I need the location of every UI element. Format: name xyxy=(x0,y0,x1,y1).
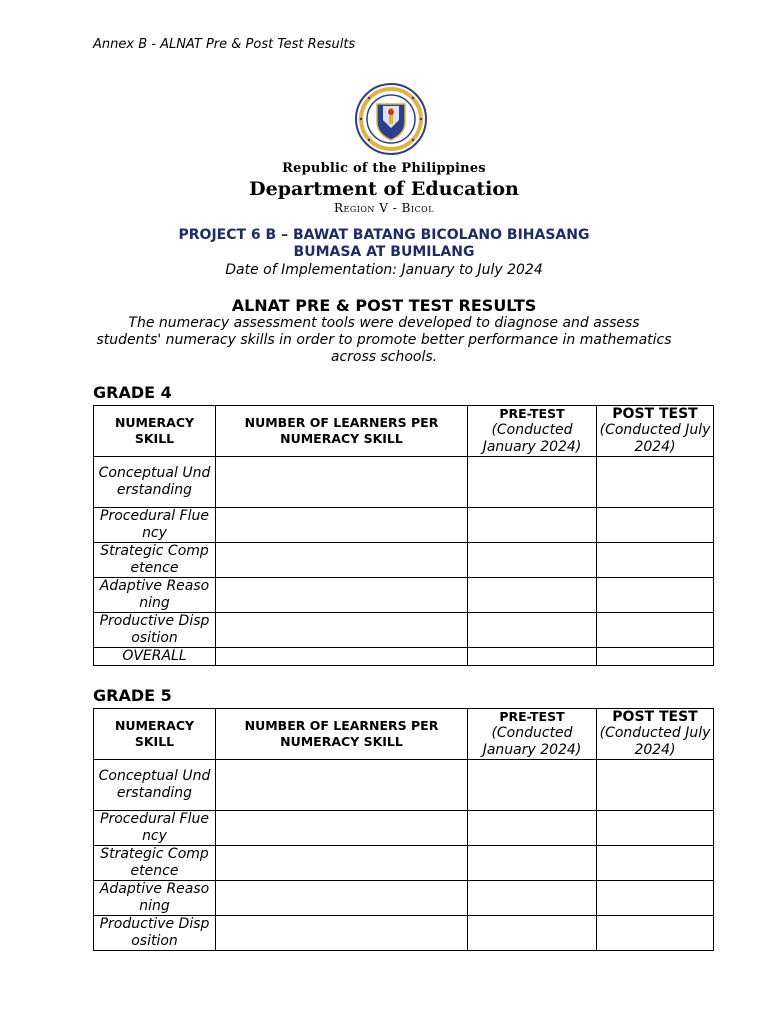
learners-cell[interactable] xyxy=(216,508,468,543)
skill-name-cell: Productive Disposition xyxy=(94,613,216,648)
table-row xyxy=(94,578,714,613)
results-table xyxy=(93,405,714,666)
post-test-cell[interactable] xyxy=(597,811,714,846)
learners-cell[interactable] xyxy=(216,916,468,951)
project-title-line2: BUMASA AT BUMILANG xyxy=(293,244,475,260)
results-table xyxy=(93,708,714,951)
table-row xyxy=(94,457,714,508)
header-post-test: POST TEST (Conducted July 2024) xyxy=(597,709,714,760)
pre-test-cell[interactable] xyxy=(468,916,597,951)
learners-cell[interactable] xyxy=(216,760,468,811)
pre-test-cell[interactable] xyxy=(468,648,597,666)
project-title-line1: PROJECT 6 B – BAWAT BATANG BICOLANO BIHASANG xyxy=(178,227,590,243)
implementation-date: Date of Implementation: January to July 2024 xyxy=(225,262,543,278)
post-test-cell[interactable] xyxy=(597,846,714,881)
skill-name-cell: Procedural Fluency xyxy=(94,508,216,543)
post-test-cell[interactable] xyxy=(597,760,714,811)
skill-name-cell: Conceptual Understanding xyxy=(94,760,216,811)
table-row xyxy=(94,648,714,666)
table-row xyxy=(94,881,714,916)
header-pre-test: PRE-TEST (Conducted January 2024) xyxy=(468,709,597,760)
pre-test-cell[interactable] xyxy=(468,846,597,881)
deped-header xyxy=(0,160,768,216)
skill-name-cell: Procedural Fluency xyxy=(94,811,216,846)
pre-test-cell[interactable] xyxy=(468,613,597,648)
post-test-cell[interactable] xyxy=(597,613,714,648)
skill-name-cell: Adaptive Reasoning xyxy=(94,578,216,613)
project-title xyxy=(0,227,768,261)
pre-test-cell[interactable] xyxy=(468,760,597,811)
skill-name-cell: Conceptual Understanding xyxy=(94,457,216,508)
header-numeracy-skill: NUMERACY SKILL xyxy=(94,406,216,457)
learners-cell[interactable] xyxy=(216,811,468,846)
republic-text: Republic of the Philippines xyxy=(282,161,486,176)
skill-name-cell: Strategic Competence xyxy=(94,543,216,578)
learners-cell[interactable] xyxy=(216,543,468,578)
pre-test-cell[interactable] xyxy=(468,811,597,846)
skill-name-cell: OVERALL xyxy=(94,648,216,666)
table-header-row xyxy=(94,709,714,760)
skill-name-cell: Productive Disposition xyxy=(94,916,216,951)
pre-test-cell[interactable] xyxy=(468,457,597,508)
table-row xyxy=(94,916,714,951)
post-test-cell[interactable] xyxy=(597,916,714,951)
table-row xyxy=(94,760,714,811)
table-header-row xyxy=(94,406,714,457)
post-test-cell[interactable] xyxy=(597,648,714,666)
department-text: Department of Education xyxy=(249,178,519,200)
learners-cell[interactable] xyxy=(216,648,468,666)
post-test-cell[interactable] xyxy=(597,543,714,578)
table-row xyxy=(94,846,714,881)
learners-cell[interactable] xyxy=(216,613,468,648)
header-pre-test: PRE-TEST (Conducted January 2024) xyxy=(468,406,597,457)
post-test-cell[interactable] xyxy=(597,881,714,916)
grade-label: GRADE 4 xyxy=(93,383,172,402)
pre-test-cell[interactable] xyxy=(468,508,597,543)
post-test-cell[interactable] xyxy=(597,508,714,543)
header-learners: NUMBER OF LEARNERS PER NUMERACY SKILL xyxy=(216,406,468,457)
header-post-test: POST TEST (Conducted July 2024) xyxy=(597,406,714,457)
post-test-cell[interactable] xyxy=(597,578,714,613)
header-learners: NUMBER OF LEARNERS PER NUMERACY SKILL xyxy=(216,709,468,760)
annex-label: Annex B - ALNAT Pre & Post Test Results xyxy=(93,37,356,52)
table-row xyxy=(94,508,714,543)
table-row xyxy=(94,543,714,578)
post-test-cell[interactable] xyxy=(597,457,714,508)
pre-test-cell[interactable] xyxy=(468,578,597,613)
page-title: ALNAT PRE & POST TEST RESULTS xyxy=(231,296,537,315)
table-row xyxy=(94,613,714,648)
region-text: Region V - Bicol xyxy=(333,201,435,215)
pre-test-cell[interactable] xyxy=(468,881,597,916)
description: The numeracy assessment tools were developed to diagnose and assess students' numeracy skills in order to promote better performance in mathematics across schools. xyxy=(96,315,672,365)
learners-cell[interactable] xyxy=(216,881,468,916)
table-row xyxy=(94,811,714,846)
learners-cell[interactable] xyxy=(216,846,468,881)
grade-label: GRADE 5 xyxy=(93,686,172,705)
skill-name-cell: Strategic Competence xyxy=(94,846,216,881)
skill-name-cell: Adaptive Reasoning xyxy=(94,881,216,916)
pre-test-cell[interactable] xyxy=(468,543,597,578)
header-numeracy-skill: NUMERACY SKILL xyxy=(94,709,216,760)
learners-cell[interactable] xyxy=(216,578,468,613)
learners-cell[interactable] xyxy=(216,457,468,508)
deped-seal-icon xyxy=(349,82,433,156)
